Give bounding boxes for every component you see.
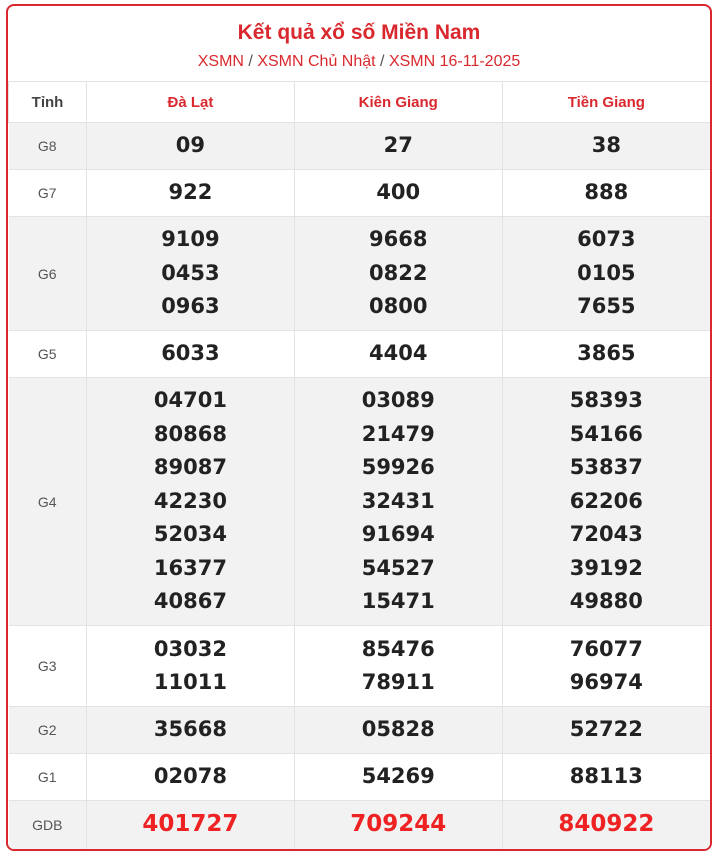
result-number: 91694 [361, 522, 435, 547]
result-cell [294, 707, 502, 754]
result-number: 11011 [153, 670, 227, 694]
result-number: 76077 [569, 636, 643, 661]
result-number: 52722 [569, 717, 643, 742]
prize-label: G7 [9, 170, 87, 217]
result-number: 53837 [569, 455, 643, 480]
result-number: 89087 [153, 455, 227, 480]
result-number: 35668 [153, 717, 227, 742]
result-number: 85476 [361, 636, 435, 661]
column-header-kien-giang[interactable]: Kiên Giang [294, 82, 502, 123]
result-cell [87, 123, 295, 170]
result-number: 54166 [569, 421, 643, 446]
results-card [6, 4, 712, 851]
result-number: 6033 [161, 341, 220, 366]
result-number: 32431 [361, 488, 435, 513]
result-number: 42230 [153, 488, 227, 513]
result-number: 39192 [569, 555, 643, 580]
result-cell [294, 378, 502, 626]
result-cell [87, 217, 295, 331]
prize-label: G8 [9, 123, 87, 170]
table-row [9, 123, 711, 170]
result-number: 72043 [569, 522, 643, 547]
result-number: 0453 [161, 260, 220, 285]
special-prize-number: 840922 [558, 811, 655, 838]
result-cell [502, 331, 710, 378]
special-prize-number: 709244 [350, 811, 447, 838]
result-number: 54527 [361, 555, 435, 580]
result-number: 54269 [361, 764, 435, 789]
prize-label: GDB [9, 801, 87, 850]
results-table [8, 82, 710, 849]
result-number: 80868 [153, 421, 227, 446]
page-title: Kết quả xổ số Miền Nam [237, 21, 481, 44]
result-number: 15471 [361, 589, 435, 614]
result-cell [502, 170, 710, 217]
result-number: 0963 [161, 294, 220, 319]
prize-label: G6 [9, 217, 87, 331]
results-header [8, 6, 710, 82]
result-cell [294, 626, 502, 707]
result-number: 21479 [361, 421, 435, 446]
result-number: 88113 [569, 764, 643, 789]
prize-label: G3 [9, 626, 87, 707]
table-row [9, 707, 711, 754]
prize-label: G1 [9, 754, 87, 801]
table-row [9, 754, 711, 801]
result-cell [294, 801, 502, 850]
result-cell [87, 801, 295, 850]
result-number: 58393 [569, 388, 643, 413]
result-cell [87, 626, 295, 707]
column-header-da-lat[interactable]: Đà Lạt [87, 82, 295, 123]
table-row [9, 801, 711, 850]
breadcrumb-link-xsmn-sunday[interactable]: XSMN Chủ Nhật [257, 53, 376, 70]
table-row [9, 217, 711, 331]
result-number: 9109 [161, 227, 220, 252]
breadcrumb [8, 52, 710, 72]
table-header-row [9, 82, 711, 123]
result-number: 27 [383, 133, 413, 158]
result-number: 03089 [361, 388, 435, 413]
special-prize-number: 401727 [142, 811, 239, 838]
result-number: 40867 [153, 589, 227, 614]
table-row [9, 626, 711, 707]
result-cell [294, 123, 502, 170]
result-cell [294, 754, 502, 801]
result-number: 7655 [577, 294, 636, 319]
result-number: 03032 [153, 636, 227, 661]
result-number: 59926 [361, 455, 435, 480]
result-number: 96974 [569, 670, 643, 694]
result-cell [502, 801, 710, 850]
result-number: 3865 [577, 341, 636, 366]
table-row [9, 170, 711, 217]
result-number: 02078 [153, 764, 227, 789]
result-number: 888 [584, 180, 629, 205]
result-cell [502, 754, 710, 801]
column-header-province: Tỉnh [9, 82, 87, 123]
result-cell [502, 217, 710, 331]
result-number: 49880 [569, 589, 643, 614]
table-row [9, 331, 711, 378]
breadcrumb-separator: / [248, 53, 253, 70]
result-number: 0800 [369, 294, 428, 319]
result-cell [502, 378, 710, 626]
result-number: 09 [175, 133, 206, 158]
result-cell [502, 626, 710, 707]
prize-label: G4 [9, 378, 87, 626]
result-cell [502, 707, 710, 754]
results-body [9, 123, 711, 850]
result-number: 4404 [369, 341, 428, 366]
result-number: 04701 [153, 388, 227, 413]
result-cell [294, 217, 502, 331]
result-cell [294, 170, 502, 217]
result-number: 0105 [577, 260, 636, 285]
result-cell [87, 707, 295, 754]
breadcrumb-separator: / [380, 53, 385, 70]
result-cell [87, 754, 295, 801]
prize-label: G2 [9, 707, 87, 754]
result-cell [294, 331, 502, 378]
result-number: 9668 [369, 227, 428, 252]
result-number: 52034 [153, 522, 227, 547]
prize-label: G5 [9, 331, 87, 378]
result-number: 922 [168, 180, 213, 205]
result-number: 38 [591, 133, 621, 158]
result-number: 0822 [369, 260, 428, 285]
result-number: 6073 [577, 227, 636, 252]
result-cell [502, 123, 710, 170]
result-number: 16377 [153, 555, 227, 580]
breadcrumb-link-xsmn[interactable]: XSMN [197, 53, 244, 70]
result-cell [87, 378, 295, 626]
column-header-tien-giang[interactable]: Tiền Giang [502, 82, 710, 123]
result-number: 05828 [361, 717, 435, 742]
table-row [9, 378, 711, 626]
result-number: 62206 [569, 488, 643, 513]
result-number: 400 [376, 180, 421, 205]
breadcrumb-link-xsmn-date[interactable]: XSMN 16-11-2025 [388, 53, 521, 70]
result-number: 78911 [361, 670, 435, 694]
result-cell [87, 170, 295, 217]
result-cell [87, 331, 295, 378]
